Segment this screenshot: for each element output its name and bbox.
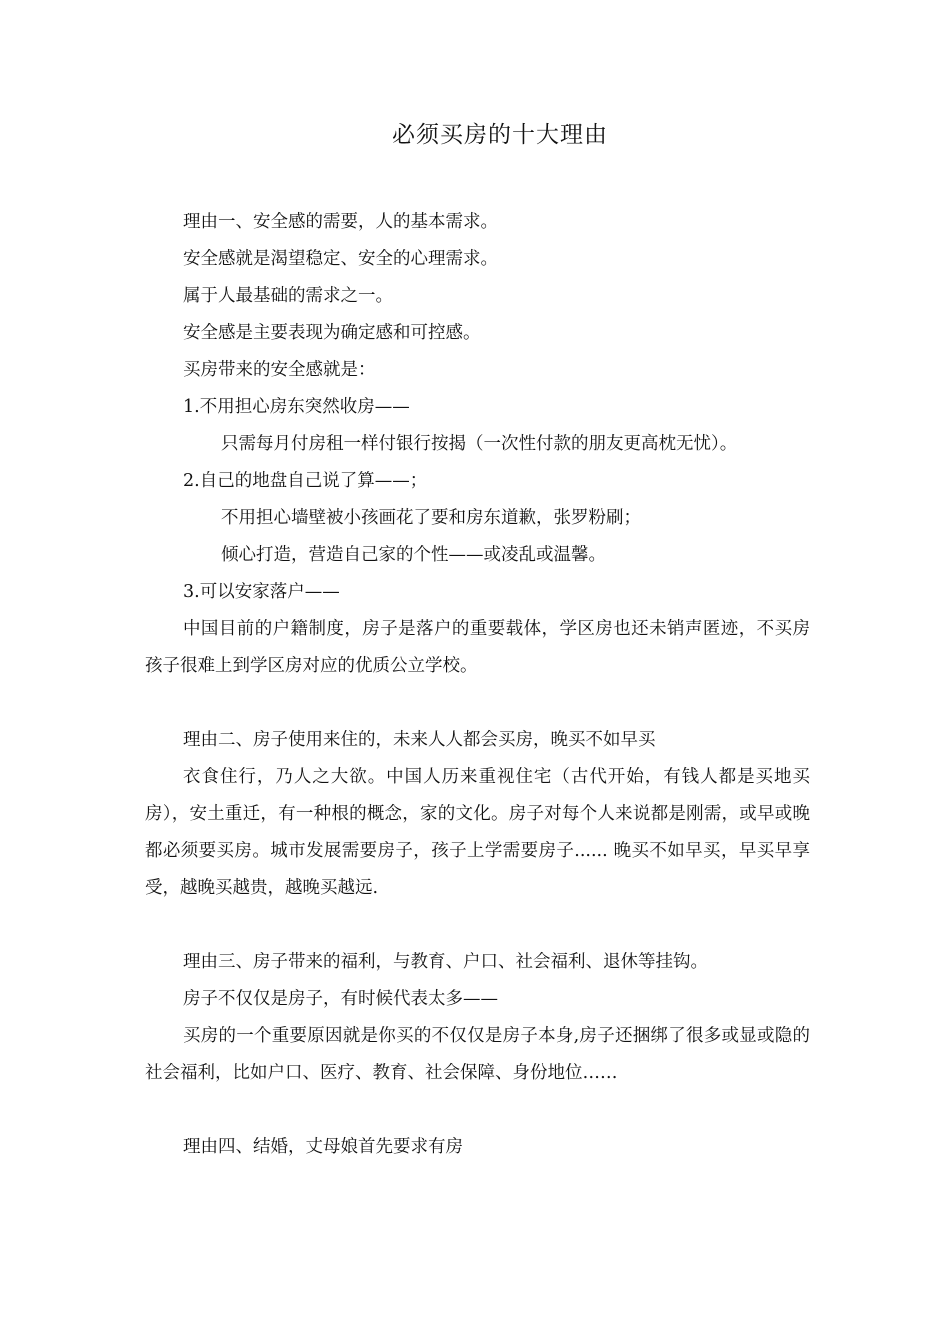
list-item-detail: 不用担心墙壁被小孩画花了要和房东道歉，张罗粉刷； — [221, 508, 641, 528]
list-item-detail: 倾心打造，营造自己家的个性——或凌乱或温馨。 — [221, 545, 606, 565]
spacer — [145, 907, 810, 944]
spacer — [145, 1092, 810, 1129]
paragraph: 买房的一个重要原因就是你买的不仅仅是房子本身,房子还捆绑了很多或显或隐的社会福利，比如户口、医疗、教育、社会保障、身份地位…… — [145, 1026, 810, 1083]
document-title: 必须买房的十大理由 — [392, 122, 608, 148]
list-item: 1.不用担心房东突然收房—— — [183, 397, 410, 417]
reason-4-heading: 理由四、结婚，丈母娘首先要求有房 — [183, 1137, 463, 1157]
paragraph: 衣食住行，乃人之大欲。中国人历来重视住宅（古代开始，有钱人都是买地买房），安土重迁，有一种根的概念，家的文化。房子对每个人来说都是刚需，或早或晚都必须要买房。城市发展需要房子，孩子上学需要房子...... 晚买不如早买，早买早享受，越晚买越贵，越晚买越远. — [145, 767, 810, 898]
reason-2-heading: 理由二、房子使用来住的，未来人人都会买房，晚买不如早买 — [183, 730, 656, 750]
reason-3-heading: 理由三、房子带来的福利，与教育、户口、社会福利、退休等挂钩。 — [183, 952, 708, 972]
list-item: 3.可以安家落户—— — [183, 582, 340, 602]
document-body — [145, 204, 810, 1166]
spacer — [145, 685, 810, 722]
paragraph: 安全感是主要表现为确定感和可控感。 — [183, 323, 481, 343]
paragraph: 属于人最基础的需求之一。 — [183, 286, 393, 306]
paragraph: 安全感就是渴望稳定、安全的心理需求。 — [183, 249, 498, 269]
paragraph: 买房带来的安全感就是： — [183, 360, 376, 380]
paragraph: 中国目前的户籍制度，房子是落户的重要载体，学区房也还未销声匿迹，不买房孩子很难上到学区房对应的优质公立学校。 — [145, 619, 810, 676]
paragraph: 房子不仅仅是房子，有时候代表太多—— — [183, 989, 498, 1009]
reason-1-heading: 理由一、安全感的需要，人的基本需求。 — [183, 212, 498, 232]
list-item: 2.自己的地盘自己说了算——； — [183, 471, 428, 491]
list-item-detail: 只需每月付房租一样付银行按揭（一次性付款的朋友更高枕无忧）。 — [221, 434, 738, 454]
